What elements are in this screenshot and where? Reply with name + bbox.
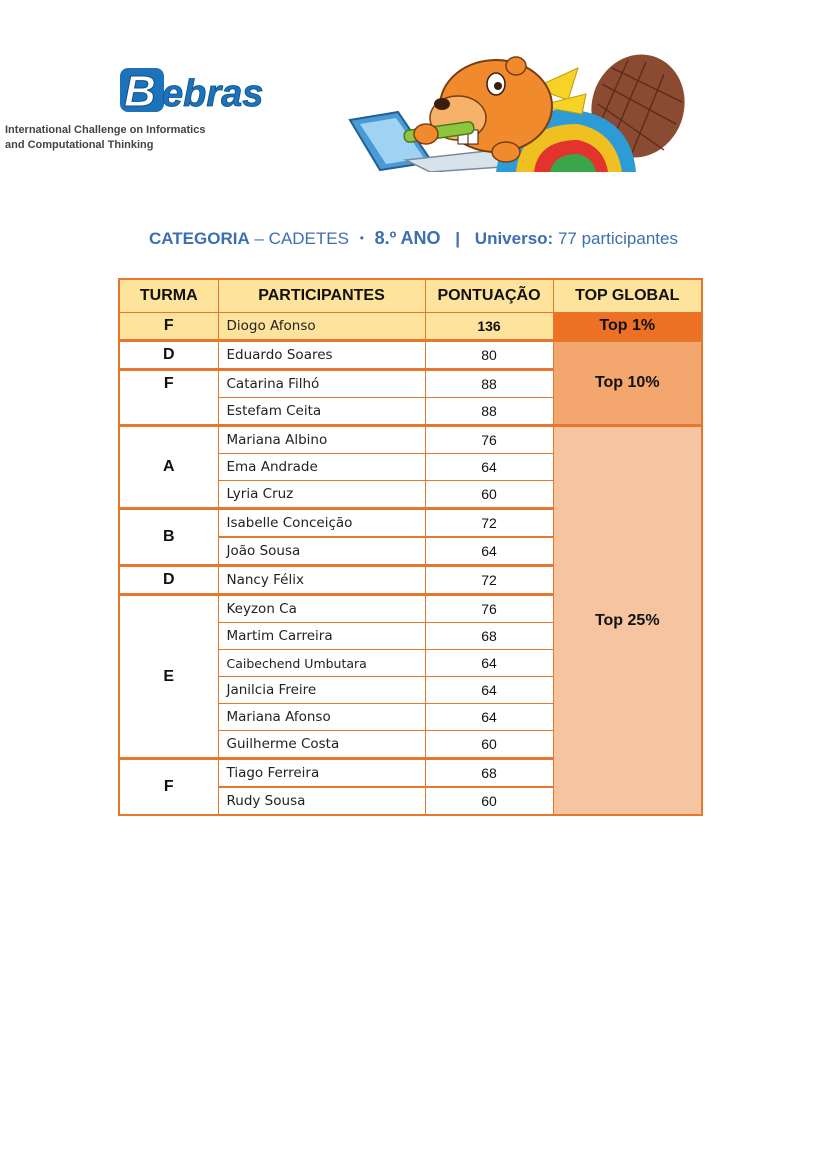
score-cell: 60 xyxy=(425,481,553,509)
top-10-badge: Top 10% xyxy=(553,341,702,426)
participant-name: Isabelle Conceição xyxy=(218,509,425,538)
score-cell: 60 xyxy=(425,731,553,759)
score-cell: 76 xyxy=(425,595,553,623)
participant-name: Keyzon Ca xyxy=(218,595,425,623)
turma-cell: F xyxy=(119,759,218,816)
universo-label: Universo: xyxy=(474,229,554,248)
table-header-row xyxy=(119,279,702,313)
participant-name: Estefam Ceita xyxy=(218,398,425,426)
results-table xyxy=(118,278,703,816)
score-cell: 76 xyxy=(425,426,553,454)
participant-name: Tiago Ferreira xyxy=(218,759,425,788)
participant-name: Lyria Cruz xyxy=(218,481,425,509)
header-top-global: TOP GLOBAL xyxy=(553,279,702,313)
beaver-mascot-illustration xyxy=(346,54,688,172)
top-1-badge: Top 1% xyxy=(553,313,702,341)
header-participantes: PARTICIPANTES xyxy=(218,279,425,313)
logo-tagline xyxy=(5,123,245,153)
score-cell: 136 xyxy=(425,313,553,341)
categoria-label: CATEGORIA xyxy=(149,229,250,248)
score-cell: 64 xyxy=(425,650,553,677)
turma-cell: B xyxy=(119,509,218,566)
header-turma: TURMA xyxy=(119,279,218,313)
separator-bar: | xyxy=(455,229,461,248)
ano-label: 8.º ANO xyxy=(374,228,441,248)
score-cell: 64 xyxy=(425,537,553,566)
participant-name: Ema Andrade xyxy=(218,454,425,481)
category-subtitle xyxy=(0,228,827,249)
score-cell: 72 xyxy=(425,566,553,595)
tagline-line-2: and Computational Thinking xyxy=(5,139,154,151)
turma-cell: F xyxy=(119,370,218,426)
participant-name: João Sousa xyxy=(218,537,425,566)
participant-name: Diogo Afonso xyxy=(218,313,425,341)
score-cell: 68 xyxy=(425,623,553,650)
svg-text:B: B xyxy=(124,67,156,116)
score-cell: 64 xyxy=(425,704,553,731)
participant-name: Janilcia Freire xyxy=(218,677,425,704)
score-cell: 88 xyxy=(425,398,553,426)
table-row xyxy=(119,426,702,454)
score-cell: 72 xyxy=(425,509,553,538)
header-pontuacao: PONTUAÇÃO xyxy=(425,279,553,313)
turma-cell: D xyxy=(119,341,218,370)
score-cell: 88 xyxy=(425,370,553,398)
participant-name: Eduardo Soares xyxy=(218,341,425,370)
participant-name: Mariana Albino xyxy=(218,426,425,454)
score-cell: 64 xyxy=(425,454,553,481)
svg-text:ebras: ebras xyxy=(162,73,264,115)
universo-value: 77 participantes xyxy=(557,229,678,248)
turma-cell: A xyxy=(119,426,218,509)
tagline-line-1: International Challenge on Informatics xyxy=(5,124,206,136)
participant-name: Mariana Afonso xyxy=(218,704,425,731)
participant-name: Caibechend Umbutara xyxy=(218,650,425,677)
top-25-badge: Top 25% xyxy=(553,426,702,816)
turma-cell: F xyxy=(119,313,218,341)
score-cell: 80 xyxy=(425,341,553,370)
score-cell: 60 xyxy=(425,787,553,815)
separator-dot: • xyxy=(359,231,364,245)
participant-name: Guilherme Costa xyxy=(218,731,425,759)
categoria-value: – CADETES xyxy=(254,229,349,248)
participant-name: Rudy Sousa xyxy=(218,787,425,815)
participant-name: Catarina Filhó xyxy=(218,370,425,398)
turma-cell: D xyxy=(119,566,218,595)
participant-name: Martim Carreira xyxy=(218,623,425,650)
turma-cell: E xyxy=(119,595,218,759)
score-cell: 64 xyxy=(425,677,553,704)
participant-name: Nancy Félix xyxy=(218,566,425,595)
score-cell: 68 xyxy=(425,759,553,788)
bebras-wordmark xyxy=(118,62,298,118)
table-row xyxy=(119,313,702,341)
table-row xyxy=(119,341,702,370)
